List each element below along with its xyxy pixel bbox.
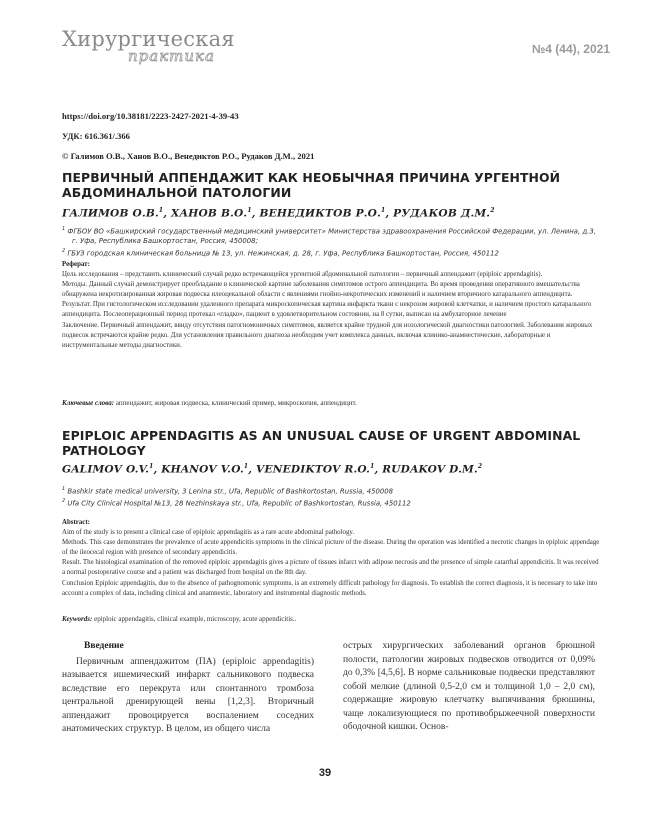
author-sup: 1 [158, 207, 164, 214]
keywords-heading: Ключевые слова: [62, 399, 115, 407]
affiliation-sup: 2 [62, 248, 66, 255]
keywords-ru [62, 398, 602, 408]
keywords-text: аппендажит, жировая подвеска, клинический пример, микроскопия, аппендицит. [115, 399, 357, 407]
authors-ru [62, 207, 495, 220]
author: РУДАКОВ Д.М. [393, 207, 491, 220]
authors-en [62, 463, 482, 476]
affiliation [62, 496, 602, 508]
abstract-en [62, 518, 602, 599]
affiliation-text: Ufa City Clinical Hospital №13, 28 Nezhinskaya str., Ufa, Republic of Bashkortostan, Russia, 450112 [67, 499, 411, 508]
body-column-right [343, 640, 595, 735]
author: ХАНОВ В.О. [171, 207, 248, 220]
author: RUDAKOV D.M. [382, 463, 478, 476]
affiliation [62, 224, 602, 246]
body-paragraph: острых хирургических заболеваний органов брюшной полости, патологии жировых подвесков отводится от 0,09% до 0,3% [4,5,6]. В норме сальниковые подвески представляют собой мелкие (длиной 0,5-2,0 см и толщиной 1,0 – 2,0 см), содержащие жировую клетчатку выпячивания брюшины, чаще локализующиеся по противобрыжеечной поверхности ободочной кишки. Основ- [343, 641, 595, 732]
copyright: © Галимов О.В., Ханов В.О., Венедиктов Р.О., Рудаков Д.М., 2021 [62, 151, 315, 161]
affiliation-sup: 2 [62, 498, 66, 505]
article-title-ru: ПЕРВИЧНЫЙ АППЕНДАЖИТ КАК НЕОБЫЧНАЯ ПРИЧИНА УРГЕНТНОЙ АБДОМИНАЛЬНОЙ ПАТОЛОГИИ [62, 170, 561, 200]
affiliation-sup: 1 [62, 486, 66, 492]
author-sep: , [153, 463, 162, 476]
author: KHANOV V.O. [161, 463, 244, 476]
body-paragraph: Первичным аппендажитом (ПА) (epiploic appendagitis) называется ишемический инфаркт сальникового подвеска вследствие его перекрута или спонтанного тромбоза центральной дренирующей вены [1,2,3]. Вторичный аппендажит провоцируется воспалением соседних анатомических структур. В целом, из общего числа [62, 656, 314, 734]
affiliation-text: ГБУЗ городская клиническая больница № 13, ул. Нежинская, д. 28, г. Уфа, Республика Башкортостан, Россия, 450112 [67, 249, 499, 258]
keywords-text: epiploic appendagitis, clinical example, microscopy, acute appendicitis.. [94, 615, 297, 623]
abstract-paragraph: Результат. При гистологическом исследовании удаленного препарата микроскопическая картина инфаркта ткани с некрозом жировой клетчатки, и наличием простого катарального аппендицита. Послеоперационный период протекал «гладко», пациент в удовлетворительном состоянии, на 8 сутки, выписан на амбулаторное лечение [62, 301, 592, 319]
affiliations-en [62, 484, 602, 509]
affiliation [62, 484, 602, 496]
abstract-paragraph: Aim of the study is to present a clinical case of epiploic appendagitis as a rare acute abdominal pathology. [62, 529, 355, 537]
author-sup: 1 [149, 463, 154, 470]
section-heading-intro: Введение [84, 641, 124, 651]
author-sep: , [385, 207, 394, 220]
body-column-left [62, 640, 314, 737]
article-title-en: EPIPLOIC APPENDAGITIS AS AN UNUSUAL CAUSE OF URGENT ABDOMINAL PATHOLOGY [62, 428, 581, 458]
author: ВЕНЕДИКТОВ Р.О. [259, 207, 381, 220]
author-sup: 1 [243, 463, 249, 470]
author-sup: 2 [490, 207, 495, 214]
abstract-paragraph: Methods. This case demonstrates the prevalence of acute appendicitis symptoms in the clinical picture of the disease. During the operation was identified a necrotic changes in epiploic appendage of the ileocecal region with presence of secondary appendicitis. [62, 539, 600, 557]
author-sup: 1 [370, 463, 375, 470]
abstract-paragraph: Цель исследования – представить клинический случай редко встречающейся ургентной абдоминальной патологии – первичный аппендажит (epiploic appendagitis). [62, 271, 543, 279]
udk-code: УДК: 616.361/.366 [62, 131, 130, 141]
abstract-heading: Abstract: [62, 519, 90, 526]
issue-number: №4 (44), 2021 [531, 42, 610, 56]
affiliation-text: Bashkir state medical university, 3 Lenina str., Ufa, Republic of Bashkortostan, Russia, 450008 [67, 487, 394, 496]
abstract-ru [62, 260, 602, 351]
author-sup: 2 [477, 463, 483, 470]
author: GALIMOV O.V. [62, 463, 150, 476]
author: VENEDIKTOV R.O. [256, 463, 371, 476]
abstract-paragraph: Conclusion Epiploic appendagitis, due to the absence of pathognomonic symptoms, is an extremely difficult pathology for diagnosis. To establish the correct diagnosis, it is necessary to take into account a complex of data, including clinical and anamnestic, laboratory and instrumental diagnostic methods. [62, 579, 598, 597]
abstract-paragraph: Заключение. Первичный аппендажит, ввиду отсутствия патогномоничных симптомов, является крайне трудной для нозологической диагностики патологией. Заболевания жировых подвесок встречаются крайне редко. Для установления правильного диагноза необходим учет комплекса данных, включая клинико-анамнестические, лабораторные и инструментальные методы диагностики. [62, 321, 593, 349]
page-number: 39 [318, 767, 332, 779]
author-sep: , [248, 463, 257, 476]
author-sep: , [251, 207, 260, 220]
abstract-paragraph: Методы. Данный случай демонстрирует преобладание в клинической картине заболевания симптомов острого аппендицита. Во время проведения оперативного вмешательства обнаружена некротизированная жировая подвеска илеоцекальной области с явлениями гнойно-некротических изменений и наличием вторичного катарального аппендицита. [62, 281, 580, 299]
keywords-heading: Keywords: [62, 615, 93, 623]
affiliation-sup: 1 [62, 226, 66, 232]
doi-link[interactable]: https://doi.org/10.38181/2223-2427-2021-4-39-43 [62, 111, 239, 121]
abstract-heading: Реферат: [62, 261, 90, 268]
affiliation-text: ФГБОУ ВО «Башкирский государственный медицинский университет» Министерства здравоохранения Российской Федерации, ул. Ленина, д.3, г. Уфа, Республика Башкортостан, Россия, 450008; [67, 227, 596, 246]
logo-title: Хирургическая [62, 27, 235, 51]
author-sep: , [163, 207, 172, 220]
journal-logo [62, 27, 235, 78]
author-sep: , [374, 463, 383, 476]
keywords-en [62, 614, 602, 624]
abstract-paragraph: Result. The histological examination of the removed epiploic appendagitis gives a picture of tissues infarct with adipose necrosis and the presence of simple catarrhal appendicitis. It was received a normal postoperative course and a patient was discharged from hospital on the 8th day. [62, 559, 599, 577]
author-sup: 1 [247, 207, 252, 214]
affiliations-ru [62, 224, 602, 259]
logo-subtitle: практика [128, 47, 215, 65]
affiliation [62, 246, 602, 258]
author-sup: 1 [381, 207, 386, 214]
author: ГАЛИМОВ О.В. [62, 207, 159, 220]
